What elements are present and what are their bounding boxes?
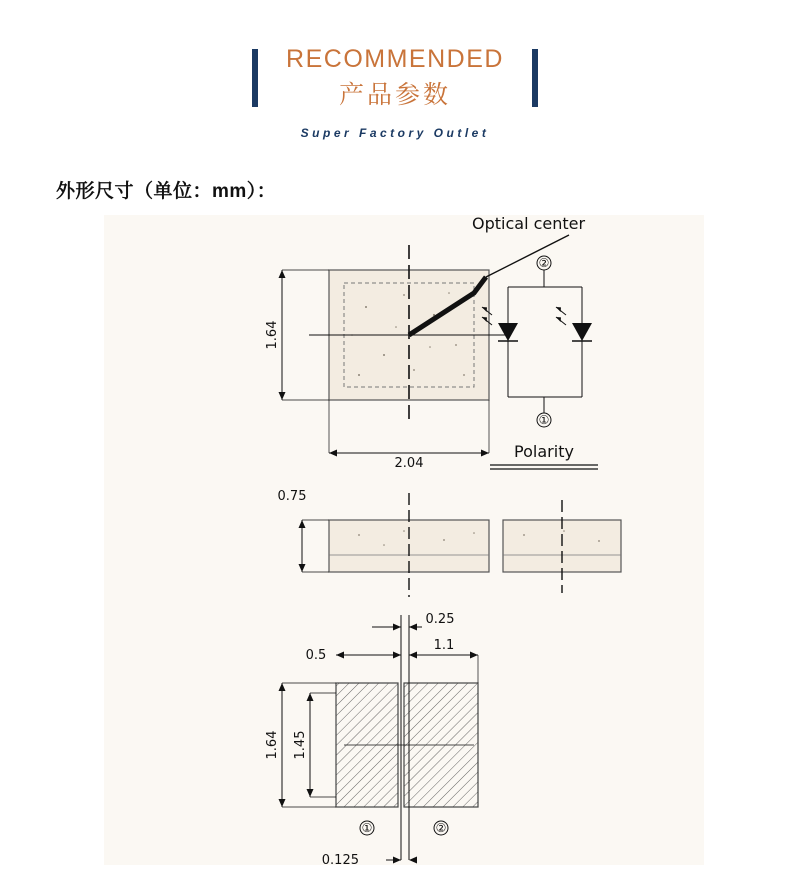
pad-gap-arrow-right — [409, 623, 417, 630]
pad-gap-label: 0.25 — [425, 611, 455, 627]
top-height-label: 1.64 — [265, 320, 280, 350]
header-left-bar — [252, 49, 258, 107]
pad-left-arrow-right — [393, 651, 401, 658]
pad-left-arrow-left — [336, 651, 344, 658]
header-title-en: RECOMMENDED — [286, 45, 504, 73]
header-subtitle: Super Factory Outlet — [300, 125, 490, 140]
bottom-height-arrow-bottom — [279, 799, 286, 807]
pad-height-label: 1.45 — [293, 730, 308, 760]
side-thickness-arrow-top — [299, 520, 306, 528]
side-thickness-arrow-bottom — [299, 564, 306, 572]
pad-gap-arrow-left — [393, 623, 401, 630]
pad-width-arrow-right — [470, 651, 478, 658]
drawing-svg — [104, 215, 704, 865]
page-header — [0, 0, 790, 140]
header-row — [0, 44, 790, 112]
bottom-terminal-2-label: ② — [435, 820, 447, 835]
bottom-height-arrow-top — [279, 683, 286, 691]
top-width-arrow-right — [481, 449, 489, 456]
circuit-terminal-1-label: ① — [538, 412, 550, 427]
pad-width-arrow-left — [409, 651, 417, 658]
top-width-label: 2.04 — [394, 455, 424, 471]
section-title: 外形尺寸（单位：mm）： — [56, 180, 277, 202]
bottom-height-label: 1.64 — [265, 730, 280, 760]
top-height-arrow-down — [279, 392, 286, 400]
polarity-label: Polarity — [514, 441, 574, 461]
header-right-bar — [532, 49, 538, 107]
top-width-arrow-left — [329, 449, 337, 456]
optical-center-leader-thin — [486, 235, 569, 277]
side-thickness-label: 0.75 — [277, 488, 307, 504]
bottom-terminal-1-label: ① — [361, 820, 373, 835]
bottom-offset-arrow-right — [409, 856, 417, 863]
bottom-offset-arrow — [393, 856, 401, 863]
top-height-arrow-up — [279, 270, 286, 278]
header-titles — [286, 44, 504, 112]
bottom-offset-label: 0.125 — [321, 852, 359, 865]
pad-width-label: 1.1 — [433, 637, 455, 653]
header-title-cn: 产品参数 — [338, 81, 451, 110]
pad-height-arrow-bottom — [307, 789, 314, 797]
pad-left-label: 0.5 — [305, 647, 327, 663]
pad-height-arrow-top — [307, 693, 314, 701]
polarity-circuit — [482, 256, 598, 469]
dimension-drawing — [104, 215, 704, 865]
circuit-terminal-2-label: ② — [538, 255, 550, 270]
optical-center-label: Optical center — [472, 214, 586, 233]
